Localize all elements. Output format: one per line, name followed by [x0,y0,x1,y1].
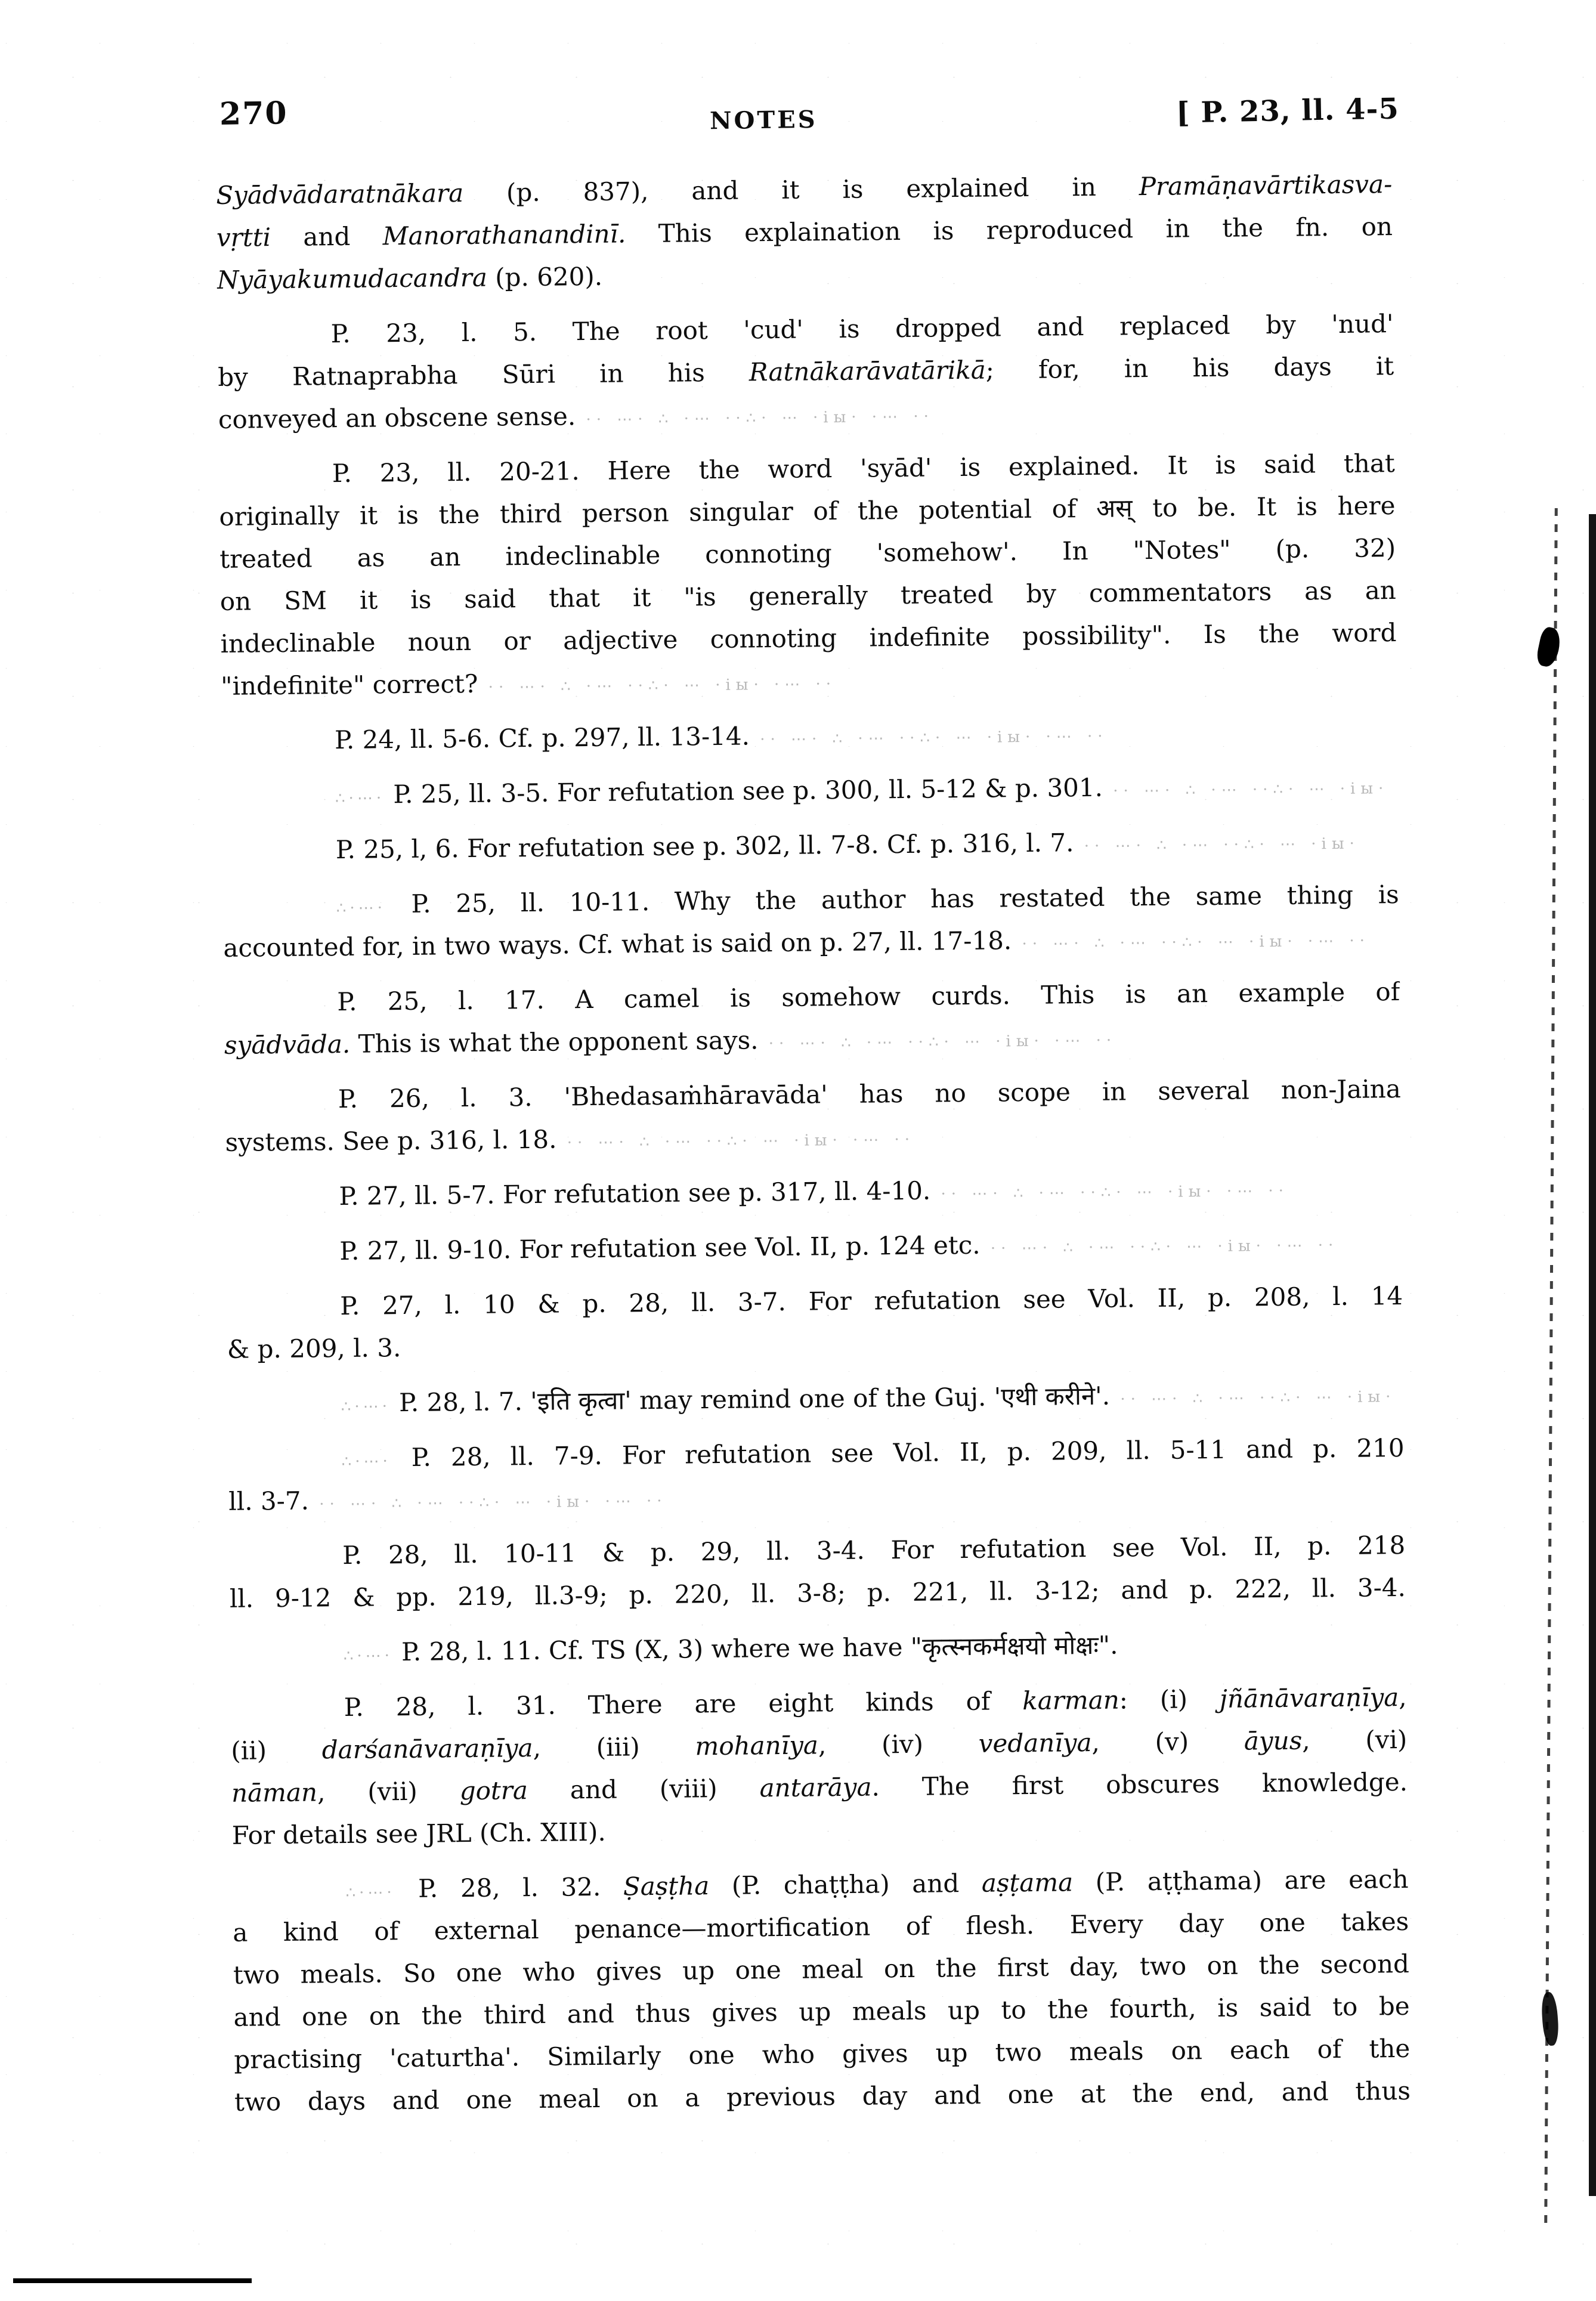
text-segment: , (v) [1091,1726,1245,1758]
text-line [227,1372,1404,1425]
text-segment: P. 28, l. 32. [417,1872,624,1903]
text-segment: , (vii) [317,1776,460,1807]
italic-text-segment: mohanīya [695,1730,819,1761]
note-paragraph [226,1220,1403,1273]
devanagari-text-segment: कृत्स्नकर्मक्षयो मोक्षः [921,1630,1099,1662]
text-segment: and (viii) [527,1773,760,1805]
text-segment: P. 28, l. 11. Cf. TS (X, 3) where we have " [401,1632,923,1667]
text-segment: P. 26, l. 3. 'Bhedasaṁhāravāda' has no scope in several non-Jaina [338,1074,1402,1114]
text-line [221,709,1398,762]
italic-text-segment: Ṣaṣṭha [623,1871,710,1901]
text-segment: (ii) [231,1735,323,1765]
italic-text-segment: vedanīya [978,1728,1092,1758]
note-paragraph [216,163,1393,301]
text-line [222,818,1399,872]
text-segment: indeclinable noun or adjective connoting indefinite possibility". Is the word [220,618,1397,658]
devanagari-text-segment: अस् [1096,493,1133,523]
text-segment: and [270,221,383,252]
scan-artifact-right-edge-strip [1589,514,1596,2196]
text-segment: (P. aṭṭhama) are each [1072,1864,1409,1897]
page-header [0,0,1596,155]
text-segment: . The first obscures knowledge. [871,1767,1408,1802]
italic-text-segment: nāman [231,1777,318,1808]
scan-artifact-ink-blob [1535,626,1563,669]
italic-text-segment: gotra [459,1776,528,1806]
note-paragraph [225,1068,1402,1164]
text-segment: P. 28, ll. 10-11 & p. 29, ll. 3-4. For refutation see Vol. II, p. 218 [342,1530,1406,1570]
text-segment: This is what the opponent says. [350,1025,759,1059]
scan-artifact-ink-blob-lower [1541,1991,1560,2046]
note-paragraph [230,1621,1406,1675]
italic-text-segment: Syādvādaratnākara [216,178,464,210]
text-segment: accounted for, in two ways. Cf. what is said on p. 27, ll. 17-18. [223,926,1012,963]
italic-text-segment: vṛtti [216,222,271,252]
text-line [222,763,1399,817]
text-segment: P. 27, ll. 9-10. For refutation see Vol. II, p. 124 etc. [339,1230,981,1266]
text-segment: P. 25, ll. 10-11. Why the author has restated the same thing is [411,880,1399,918]
text-segment: , (iii) [533,1731,695,1763]
text-segment: (P. chaṭṭha) and [709,1868,982,1901]
page-number: 270 [219,95,289,132]
text-segment: ll. 3-7. [228,1486,310,1516]
text-segment: P. 28, l. 31. There are eight kinds of [344,1686,1023,1722]
italic-text-segment: syādvāda. [224,1029,351,1060]
note-paragraph [222,763,1399,817]
text-line [225,1165,1402,1218]
text-segment: P. 27, l. 10 & p. 28, ll. 3-7. For refutation see Vol. II, p. 208, l. 14 [339,1281,1403,1321]
italic-text-segment: Ratnākarāvatārikā [748,355,986,387]
text-line [230,1621,1406,1675]
text-segment: ll. 9-12 & pp. 219, ll.3-9; p. 220, ll. 3-8; p. 221, ll. 3-12; and p. 222, ll. 3-4. [229,1572,1406,1613]
text-segment: a kind of external penance—mortification of flesh. Every day one takes [233,1906,1409,1947]
devanagari-text-segment: एथी करीने [1001,1381,1096,1412]
text-segment: This explaination is reproduced in the fn. on [626,212,1393,249]
note-paragraph [227,1372,1404,1425]
note-paragraph [218,442,1397,707]
running-title: NOTES [709,105,818,135]
italic-text-segment: Pramāṇavārtikasva- [1139,169,1393,202]
header-line-reference: [ P. 23, ll. 4-5 [1176,92,1400,130]
text-segment: and one on the third and thus gives up meals up to the fourth, is said to be [233,1991,1410,2032]
text-segment: P. 23, l. 5. The root 'cud' is dropped and replaced by 'nud' [330,309,1394,349]
text-segment: systems. See p. 316, l. 18. [225,1124,557,1157]
italic-text-segment: karman [1022,1685,1120,1716]
italic-text-segment: Manorathanandinī. [382,219,626,251]
text-segment: (p. 620). [487,261,603,292]
note-paragraph [228,1427,1405,1523]
note-paragraph [225,1165,1402,1218]
text-segment: , (vi) [1302,1724,1408,1755]
text-segment: to be. It is here [1132,491,1396,523]
text-segment: P. 25, l, 6. For refutation see p. 302, ll. 7-8. Cf. p. 316, l. 7. [335,828,1074,865]
italic-text-segment: aṣṭama [981,1867,1074,1898]
note-paragraph [227,1275,1403,1371]
text-segment: P. 23, ll. 20-21. Here the word 'syād' is explained. It is said that [332,449,1395,488]
note-paragraph [224,970,1400,1066]
italic-text-segment: antarāya [759,1772,872,1803]
note-paragraph [222,873,1399,969]
italic-text-segment: jñānāvaraṇīya [1219,1683,1399,1714]
text-segment: originally it is the third person singular of the potential of [219,493,1097,531]
italic-text-segment: āyus [1244,1725,1303,1756]
text-segment: "indefinite" correct? [221,669,478,701]
text-segment: practising 'caturtha'. Similarly one who gives up two meals on each of the [234,2033,1411,2074]
devanagari-text-segment: इति कृत्वा [537,1385,625,1416]
note-paragraph [232,1858,1411,2123]
text-segment: ; for, in his days it [985,351,1394,385]
text-segment: , (iv) [818,1728,979,1760]
text-segment: conveyed an obscene sense. [218,401,576,434]
text-line [226,1220,1403,1273]
text-segment: & p. 209, l. 3. [227,1333,401,1364]
text-segment: P. 25, l. 17. A camel is somehow curds. This is an example of [337,977,1400,1017]
scan-artifact-vertical-fold-line [1544,508,1558,2226]
text-segment: : (i) [1119,1684,1220,1715]
italic-text-segment: Nyāyakumudacandra [216,262,488,295]
note-paragraph [222,818,1399,872]
notes-text-block [216,163,1411,2136]
text-segment: two meals. So one who gives up one meal on the first day, two on the second [233,1949,1410,1990]
note-paragraph [221,709,1398,762]
text-segment: P. 28, l. 7. ' [398,1386,538,1418]
text-segment: ". [1098,1630,1118,1660]
text-segment: '. [1094,1381,1111,1411]
italic-text-segment: darśanāvaraṇīya [321,1733,533,1765]
text-segment: ' may remind one of the Guj. ' [624,1382,1001,1415]
text-segment: P. 24, ll. 5-6. Cf. p. 297, ll. 13-14. [334,721,750,755]
text-segment: by Ratnaprabha Sūri in his [218,357,750,392]
text-segment: (p. 837), and it is explained in [463,172,1140,208]
text-segment: two days and one meal on a previous day and one at the end, and thus [234,2076,1411,2117]
text-segment: P. 28, ll. 7-9. For refutation see Vol. II, p. 209, ll. 5-11 and p. 210 [411,1433,1405,1472]
note-paragraph [230,1676,1408,1857]
note-paragraph [217,302,1394,441]
text-segment: P. 25, ll. 3-5. For refutation see p. 300, ll. 5-12 & p. 301. [393,772,1103,809]
text-segment: P. 27, ll. 5-7. For refutation see p. 317, ll. 4-10. [339,1176,931,1211]
note-paragraph [229,1524,1406,1620]
scan-artifact-bottom-left-line [13,2278,252,2283]
text-segment: on SM it is said that it "is generally treated by commentators as an [219,576,1397,616]
text-segment: treated as an indeclinable connoting 'somehow'. In "Notes" (p. 32) [219,533,1396,574]
text-segment: For details see JRL (Ch. XIII). [231,1817,606,1850]
text-segment: , [1399,1682,1407,1712]
